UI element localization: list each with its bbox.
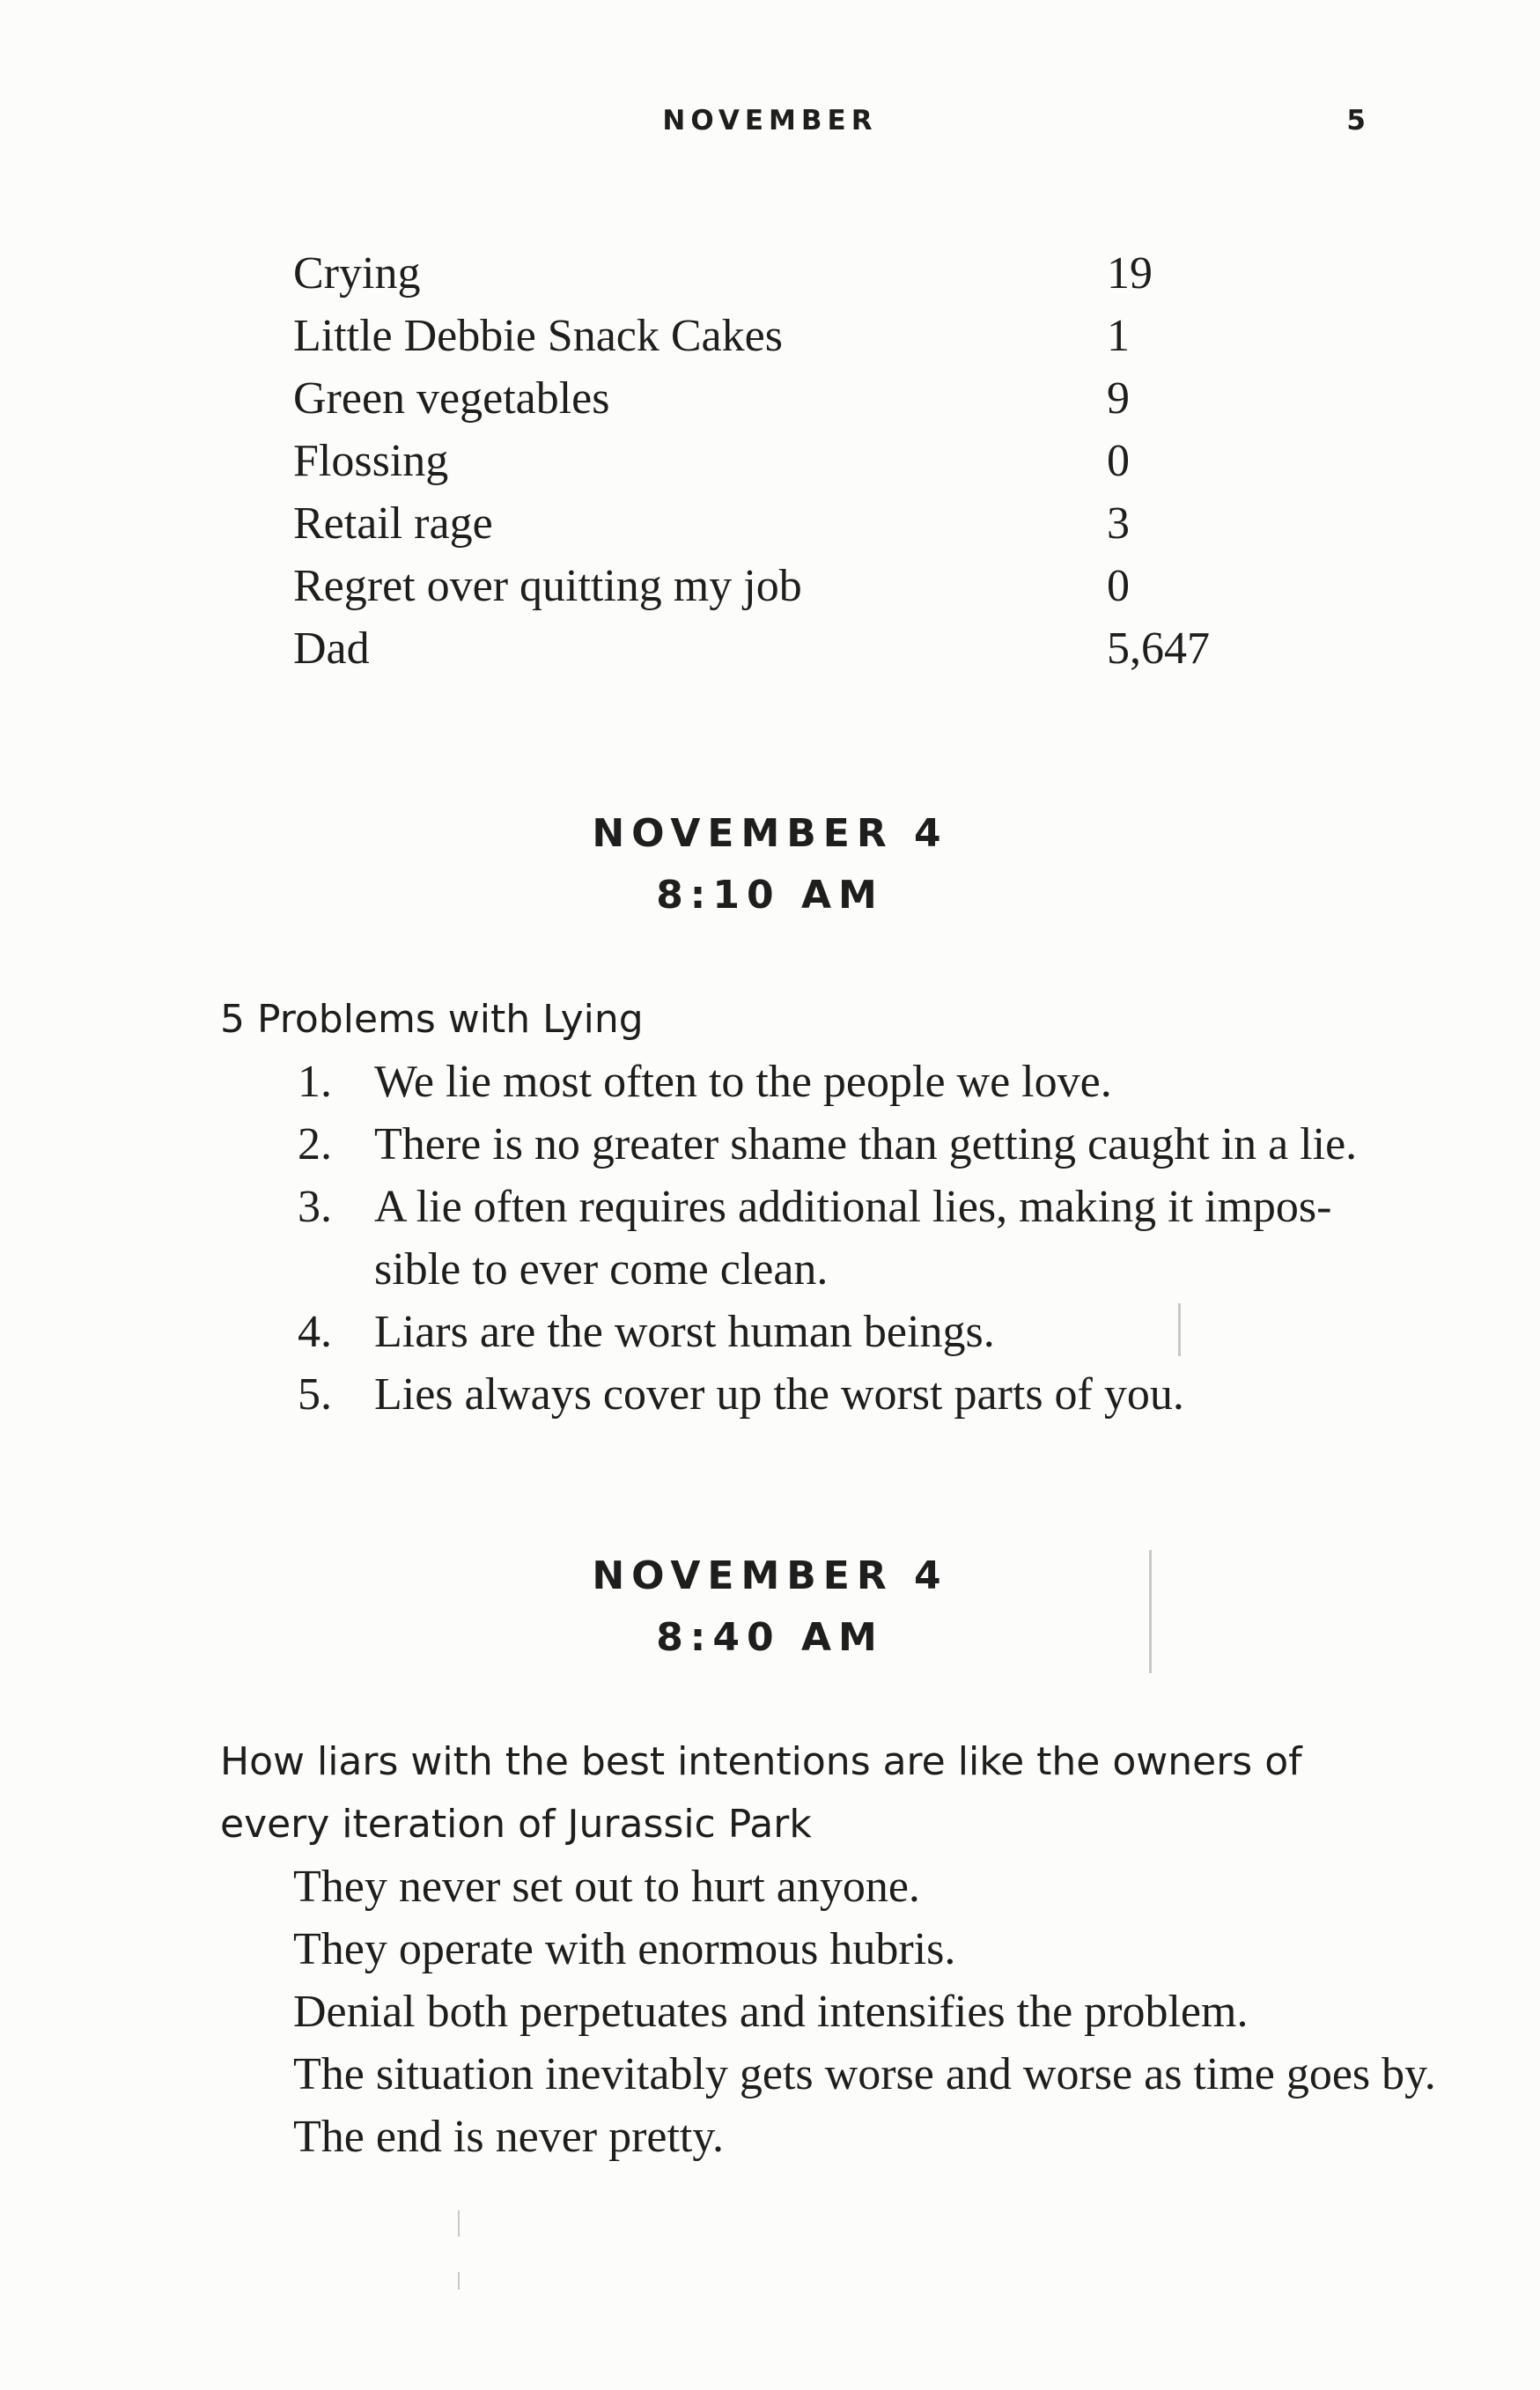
entry-time: 8:10 AM	[656, 873, 884, 918]
tally-label: Little Debbie Snack Cakes	[293, 311, 783, 361]
list-item: The situation inevitably gets worse and worse as time goes by.	[293, 2049, 1436, 2099]
list-item: The end is never pretty.	[293, 2112, 724, 2162]
list-item: Denial both perpetuates and intensifies the problem.	[293, 1987, 1249, 2037]
running-head	[0, 99, 1540, 143]
scan-artifact	[458, 2210, 460, 2237]
entry-date: NOVEMBER 4	[592, 1553, 948, 1598]
scan-artifact	[1178, 1303, 1181, 1356]
tally-row	[293, 367, 1262, 430]
list-item-number: 3.	[298, 1182, 332, 1232]
list-item-number: 4.	[298, 1307, 332, 1357]
tally-label: Regret over quitting my job	[293, 561, 802, 611]
list-item-number: 1.	[298, 1057, 332, 1107]
tally-value: 0	[1107, 436, 1130, 486]
list-item	[220, 1363, 1365, 1426]
list-item-text: Lies always cover up the worst parts of you.	[374, 1369, 1184, 1420]
problems-list	[220, 1051, 1365, 1426]
scan-artifact	[1149, 1550, 1152, 1673]
list-title: How liars with the best intentions are like the owners of every iteration of Jurassic Park	[220, 1739, 1302, 1847]
list-item	[220, 1113, 1365, 1176]
list-item: They never set out to hurt anyone.	[293, 1862, 920, 1912]
tally-value: 0	[1107, 561, 1130, 611]
tally-value: 1	[1107, 311, 1130, 361]
tally-row	[293, 555, 1262, 617]
tally-label: Green vegetables	[293, 373, 610, 424]
list-item-number: 5.	[298, 1369, 332, 1420]
running-title: NOVEMBER	[662, 105, 878, 136]
tally-label: Flossing	[293, 436, 449, 486]
comparison-list	[293, 1855, 1436, 2168]
entry-header	[0, 1545, 1540, 1669]
tally-value: 3	[1107, 498, 1130, 549]
tally-row	[293, 305, 1262, 367]
tally-row	[293, 430, 1262, 492]
tally-label: Dad	[293, 623, 370, 674]
tally-value: 5,647	[1107, 623, 1210, 674]
scan-artifact	[458, 2272, 460, 2290]
list-item	[220, 1176, 1365, 1301]
entry-time: 8:40 AM	[656, 1615, 884, 1660]
list-item-number: 2.	[298, 1119, 332, 1169]
list-title: 5 Problems with Lying	[220, 997, 644, 1042]
entry-header	[0, 803, 1540, 926]
list-item-text: We lie most often to the people we love.	[374, 1057, 1112, 1107]
list-item	[220, 1301, 1365, 1363]
list-item: They operate with enormous hubris.	[293, 1924, 956, 1974]
list-item-text: Liars are the worst human beings.	[374, 1307, 995, 1357]
entry-date: NOVEMBER 4	[592, 811, 948, 856]
page-number: 5	[1346, 105, 1366, 136]
list-item-text: A lie often requires additional lies, making it impos-sible to ever come clean.	[374, 1182, 1332, 1295]
tally-table	[293, 242, 1262, 680]
tally-label: Crying	[293, 248, 421, 299]
list-item	[220, 1051, 1365, 1113]
tally-value: 19	[1107, 248, 1153, 299]
tally-row	[293, 492, 1262, 555]
tally-label: Retail rage	[293, 498, 493, 549]
tally-row	[293, 617, 1262, 680]
list-item-text: There is no greater shame than getting caught in a lie.	[374, 1119, 1358, 1169]
tally-value: 9	[1107, 373, 1130, 424]
tally-row	[293, 242, 1262, 305]
